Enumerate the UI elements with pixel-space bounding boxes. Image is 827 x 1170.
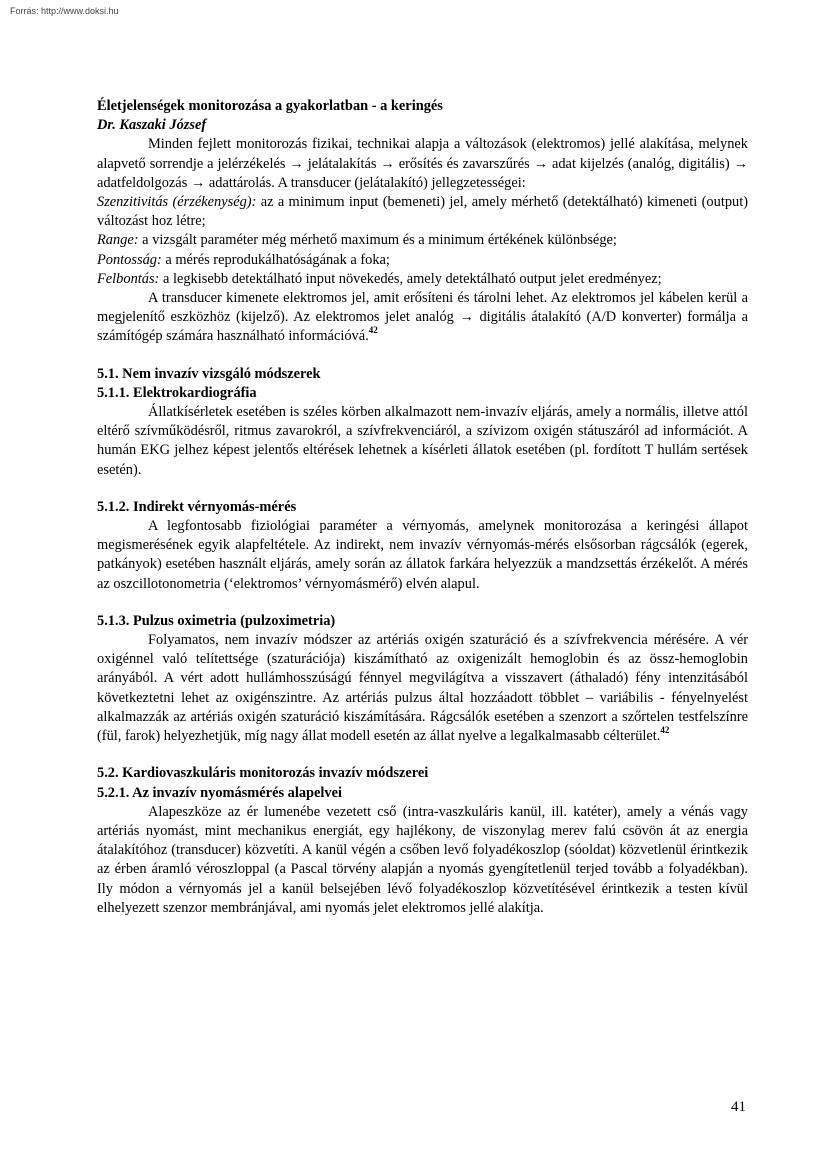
document-author: Dr. Kaszaki József	[97, 117, 207, 134]
definition-precision	[97, 251, 748, 270]
section-text-5-1-1: Állatkísérletek esetében is széles körben alkalmazott nem-invazív eljárás, amely a normális, illetve attól eltérő szívműködésről, ritmus zavarokról, a szívfrekvenciáról, a szívizom oxigén státuszáról ad információt. A humán EKG jelhez képest jelentős eltérések lehetnek a kísérleti állatok esetében (pl. fordított T hullám sertések esetén).	[97, 404, 748, 478]
definition-term: Pontosság:	[97, 251, 162, 268]
definition-text: a vizsgált paraméter még mérhető maximum és a minimum értékének különbsége;	[138, 232, 617, 249]
section-heading-5-2: 5.2. Kardiovaszkuláris monitorozás invazív módszerei	[97, 765, 429, 782]
intro-paragraph-2	[97, 289, 748, 347]
definition-resolution	[97, 270, 748, 289]
section-text-5-1-2: A legfontosabb fiziológiai paraméter a vérnyomás, amelynek monitorozása a keringési állapot megismerésének egyik alapfeltétele. Az indirekt, nem invazív vérnyomás-mérés elsősorban rágcsálók (egerek, patkányok) esetében használt eljárás, amely során az állatok farkára helyezzük a mandzsettás érzékelőt. A mérés az oszcillotonometria (‘elektromos’ vérnyomásmérő) elvén alapul.	[97, 518, 748, 592]
section-heading-5-2-1: 5.2.1. Az invazív nyomásmérés alapelvei	[97, 784, 343, 801]
definition-range	[97, 231, 748, 250]
section-heading-5-1-3: 5.1.3. Pulzus oximetria (pulzoximetria)	[97, 612, 336, 629]
definition-sensitivity	[97, 193, 748, 231]
paragraph-text: A transducer kimenete elektromos jel, amit erősíteni és tárolni lehet. Az elektromos jel kábelen kerül a megjelenítő eszközhöz (kijelző). Az elektromos jelet analóg → digitális átalakító (A/D konverter) formálja a számítógép számára használható információvá.	[97, 290, 748, 345]
document-title: Életjelenségek monitorozása a gyakorlatban - a keringés	[97, 98, 443, 114]
section-heading-5-1: 5.1. Nem invazív vizsgáló módszerek	[97, 365, 321, 382]
definition-text: az a minimum input (bemeneti) jel, amely mérhető (detektálható) kimeneti (output) változást hoz létre;	[97, 194, 748, 230]
definition-term: Range:	[97, 232, 139, 249]
definition-term: Szenzitivitás (érzékenység):	[97, 194, 257, 211]
paragraph-text: Folyamatos, nem invazív módszer az artériás oxigén szaturáció és a szívfrekvencia mérésére. A vér oxigénnel való telítettsége (szaturációja) kiszámítható az oxigenizált hemoglobin és az össz-hemoglobin arányából. A vért adott hullámhosszúságú fénnyel megvilágítva a visszavert (áthaladó) fény intenzitásából következtetni lehet az oxigénszintre. Az artériás pulzus által hozzáadott többlet – variábilis - fényelnyelést alkalmazzák az artériás oxigén szaturáció kiszámítására. Rágcsálók esetében a szenzort a szőrtelen testfelszínre (fül, farok) helyezhetjük, míg nagy állat modell esetén az állat nyelve a legalkalmasabb célterület.	[97, 632, 748, 745]
section-text-5-2-1: Alapeszköze az ér lumenébe vezetett cső (intra-vaszkuláris kanül, ill. katéter), amely a vénás vagy artériás nyomást, mint mechanikus energiát, egy hajlékony, de viszonylag merev falú csövön át az energia átalakítóhoz (transducer) közvetíti. A kanül végén a csőben levő folyadékoszlop (sóoldat) közvetlenül érintkezik az érben áramló véroszloppal (a Pascal törvény alapján a nyomás gyengítetlenül terjed tovább a folyadékban). Ily módon a vérnyomás jel a kanül belsejében lévő folyadékoszlop közvetítésével érintkezik a testen kívül elhelyezett szenzor membránjával, ami nyomás jelet elektromos jellé alakítja.	[97, 803, 748, 916]
section-text-5-1-3	[97, 631, 748, 746]
document-page	[97, 97, 748, 918]
page-number: 41	[731, 1099, 746, 1115]
section-heading-5-1-1: 5.1.1. Elektrokardiográfia	[97, 384, 257, 401]
definition-text: a legkisebb detektálható input növekedés, amely detektálható output jelet eredményez;	[159, 270, 662, 287]
footnote-reference: 42	[660, 725, 670, 736]
source-watermark: Forrás: http://www.doksi.hu	[10, 6, 119, 16]
definition-term: Felbontás:	[97, 270, 160, 287]
section-heading-5-1-2: 5.1.2. Indirekt vérnyomás-mérés	[97, 498, 297, 515]
intro-paragraph-1: Minden fejlett monitorozás fizikai, technikai alapja a változások (elektromos) jellé alakítása, melynek alapvető sorrendje a jelérzékelés → jelátalakítás → erősítés és zavarszűrés → adat kijelzés (analóg, digitális) → adatfeldolgozás → adattárolás. A transducer (jelátalakító) jellegzetességei:	[97, 136, 748, 191]
footnote-reference: 42	[368, 325, 378, 336]
definition-text: a mérés reprodukálhatóságának a foka;	[161, 251, 390, 268]
